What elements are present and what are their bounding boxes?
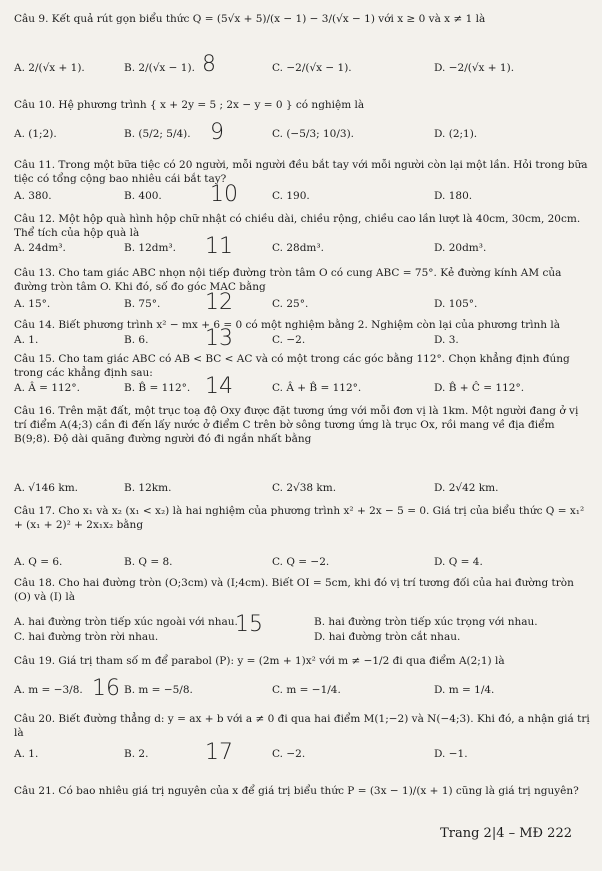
question-17-options xyxy=(14,556,592,572)
question-12-stem: Câu 12. Một hộp quà hình hộp chữ nhật có chiều dài, chiều rộng, chiều cao lần lượt là 40cm, 30cm, 20cm. Thể tích của hộp quà là xyxy=(14,213,581,239)
option-a: A. 1. xyxy=(14,748,39,760)
option-b: B. 75°. xyxy=(124,298,161,310)
option-b: B. m = −5/8. xyxy=(124,684,193,696)
option-c: C. Q = −2. xyxy=(272,556,330,568)
option-d: D. hai đường tròn cắt nhau. xyxy=(314,631,461,643)
question-15-stem: Câu 15. Cho tam giác ABC có AB < BC < AC và có một trong các góc bằng 112°. Chọn khẳng định đúng trong các khẳng định sau: xyxy=(14,353,570,379)
question-9-stem: Câu 9. Kết quả rút gọn biểu thức Q = (5√x + 5)/(x − 1) − 3/(√x − 1) với x ≥ 0 và x ≠ 1 là xyxy=(14,13,486,25)
option-b: B. 400. xyxy=(124,190,162,202)
question-18-stem: Câu 18. Cho hai đường tròn (O;3cm) và (I;4cm). Biết OI = 5cm, khi đó vị trí tương đối của hai đường tròn (O) và (I) là xyxy=(14,577,574,603)
question-15-options xyxy=(14,382,592,398)
option-d: D. −2/(√x + 1). xyxy=(434,62,515,74)
option-b: B. (5/2; 5/4). xyxy=(124,128,191,140)
option-c: C. 2√38 km. xyxy=(272,482,337,494)
option-d: D. m = 1/4. xyxy=(434,684,495,696)
page-footer: Trang 2|4 – MĐ 222 xyxy=(440,826,572,841)
question-9-options xyxy=(14,62,592,78)
option-b: B. 6. xyxy=(124,334,149,346)
option-a: A. m = −3/8. xyxy=(14,684,83,696)
option-b: B. hai đường tròn tiếp xúc trọng với nhau. xyxy=(314,616,538,628)
option-c: C. −2/(√x − 1). xyxy=(272,62,352,74)
option-c: C. −2. xyxy=(272,334,306,346)
option-d: D. 20dm³. xyxy=(434,242,487,254)
question-10-options xyxy=(14,128,592,144)
question-12-options xyxy=(14,242,592,258)
handwritten-number: 13 xyxy=(205,326,233,351)
question-13-options xyxy=(14,298,592,314)
option-d: D. Q = 4. xyxy=(434,556,483,568)
question-11-options xyxy=(14,190,592,206)
option-a: A. 15°. xyxy=(14,298,51,310)
question-14-options xyxy=(14,334,592,350)
option-d: D. 180. xyxy=(434,190,473,202)
option-d: D. 105°. xyxy=(434,298,478,310)
option-c: C. m = −1/4. xyxy=(272,684,341,696)
option-c: C. 28dm³. xyxy=(272,242,324,254)
handwritten-number: 15 xyxy=(235,612,263,637)
question-17-stem: Câu 17. Cho x₁ và x₂ (x₁ < x₂) là hai nghiệm của phương trình x² + 2x − 5 = 0. Giá trị của biểu thức Q = x₁² + (x₁ + 2)² + 2x₁x₂ bằng xyxy=(14,505,585,531)
option-a: A. √146 km. xyxy=(14,482,78,494)
handwritten-number: 10 xyxy=(210,182,238,207)
option-d: D. (2;1). xyxy=(434,128,478,140)
option-a: A. 380. xyxy=(14,190,52,202)
question-10-stem: Câu 10. Hệ phương trình { x + 2y = 5 ; 2x − y = 0 } có nghiệm là xyxy=(14,99,365,111)
option-b: B. 2/(√x − 1). xyxy=(124,62,195,74)
option-d: D. −1. xyxy=(434,748,468,760)
option-c: C. −2. xyxy=(272,748,306,760)
option-a: A. 24dm³. xyxy=(14,242,66,254)
question-19-stem: Câu 19. Giá trị tham số m để parabol (P): y = (2m + 1)x² với m ≠ −1/2 đi qua điểm A(2;1) là xyxy=(14,655,505,667)
option-b: B. Q = 8. xyxy=(124,556,173,568)
option-d: D. B̂ + Ĉ = 112°. xyxy=(434,382,525,394)
handwritten-number: 8 xyxy=(202,52,216,77)
option-d: D. 3. xyxy=(434,334,459,346)
question-11-stem: Câu 11. Trong một bữa tiệc có 20 người, mỗi người đều bắt tay với mỗi người còn lại một lần. Hỏi trong bữa tiệc có tổng cộng bao nhiêu cái bắt tay? xyxy=(14,159,588,185)
question-13-stem: Câu 13. Cho tam giác ABC nhọn nội tiếp đường tròn tâm O có cung ABC = 75°. Kẻ đường kính AM của đường tròn tâm O. Khi đó, số đo góc MAC bằng xyxy=(14,267,562,293)
question-14-stem: Câu 14. Biết phương trình x² − mx + 6 = 0 có một nghiệm bằng 2. Nghiệm còn lại của phương trình là xyxy=(14,319,561,331)
handwritten-number: 11 xyxy=(205,234,233,259)
option-c: C. hai đường tròn rời nhau. xyxy=(14,631,159,643)
option-c: C. Â + B̂ = 112°. xyxy=(272,382,362,394)
option-c: C. 25°. xyxy=(272,298,309,310)
option-c: C. (−5/3; 10/3). xyxy=(272,128,355,140)
option-b: B. 12km. xyxy=(124,482,172,494)
handwritten-number: 12 xyxy=(205,290,233,315)
option-a: A. (1;2). xyxy=(14,128,57,140)
question-16-options xyxy=(14,482,592,498)
handwritten-number: 16 xyxy=(92,676,120,701)
option-a: A. hai đường tròn tiếp xúc ngoài với nhau. xyxy=(14,616,238,628)
question-20-options xyxy=(14,748,592,764)
option-b: B. B̂ = 112°. xyxy=(124,382,191,394)
option-b: B. 12dm³. xyxy=(124,242,176,254)
handwritten-number: 9 xyxy=(210,120,224,145)
question-16-stem: Câu 16. Trên mặt đất, một trục toạ độ Oxy được đặt tương ứng với mỗi đơn vị là 1km. Một người đang ở vị trí điểm A(4;3) cần đi đến lấy nước ở điểm C trên bờ sông tương ứng là trục Ox, rồi mang về địa điểm B(9;8). Độ dài quãng đường người đó đi ngắn nhất bằng xyxy=(14,405,579,445)
option-a: A. 1. xyxy=(14,334,39,346)
handwritten-number: 17 xyxy=(205,740,233,765)
question-18-options xyxy=(14,616,592,646)
option-b: B. 2. xyxy=(124,748,149,760)
question-21-stem: Câu 21. Có bao nhiêu giá trị nguyên của x để giá trị biểu thức P = (3x − 1)/(x + 1) cũng là giá trị nguyên? xyxy=(14,785,579,797)
question-20-stem: Câu 20. Biết đường thẳng d: y = ax + b với a ≠ 0 đi qua hai điểm M(1;−2) và N(−4;3). Khi đó, a nhận giá trị là xyxy=(14,713,590,739)
option-a: A. Â = 112°. xyxy=(14,382,80,394)
handwritten-number: 14 xyxy=(205,374,233,399)
option-a: A. 2/(√x + 1). xyxy=(14,62,85,74)
option-c: C. 190. xyxy=(272,190,310,202)
option-a: A. Q = 6. xyxy=(14,556,63,568)
option-d: D. 2√42 km. xyxy=(434,482,499,494)
